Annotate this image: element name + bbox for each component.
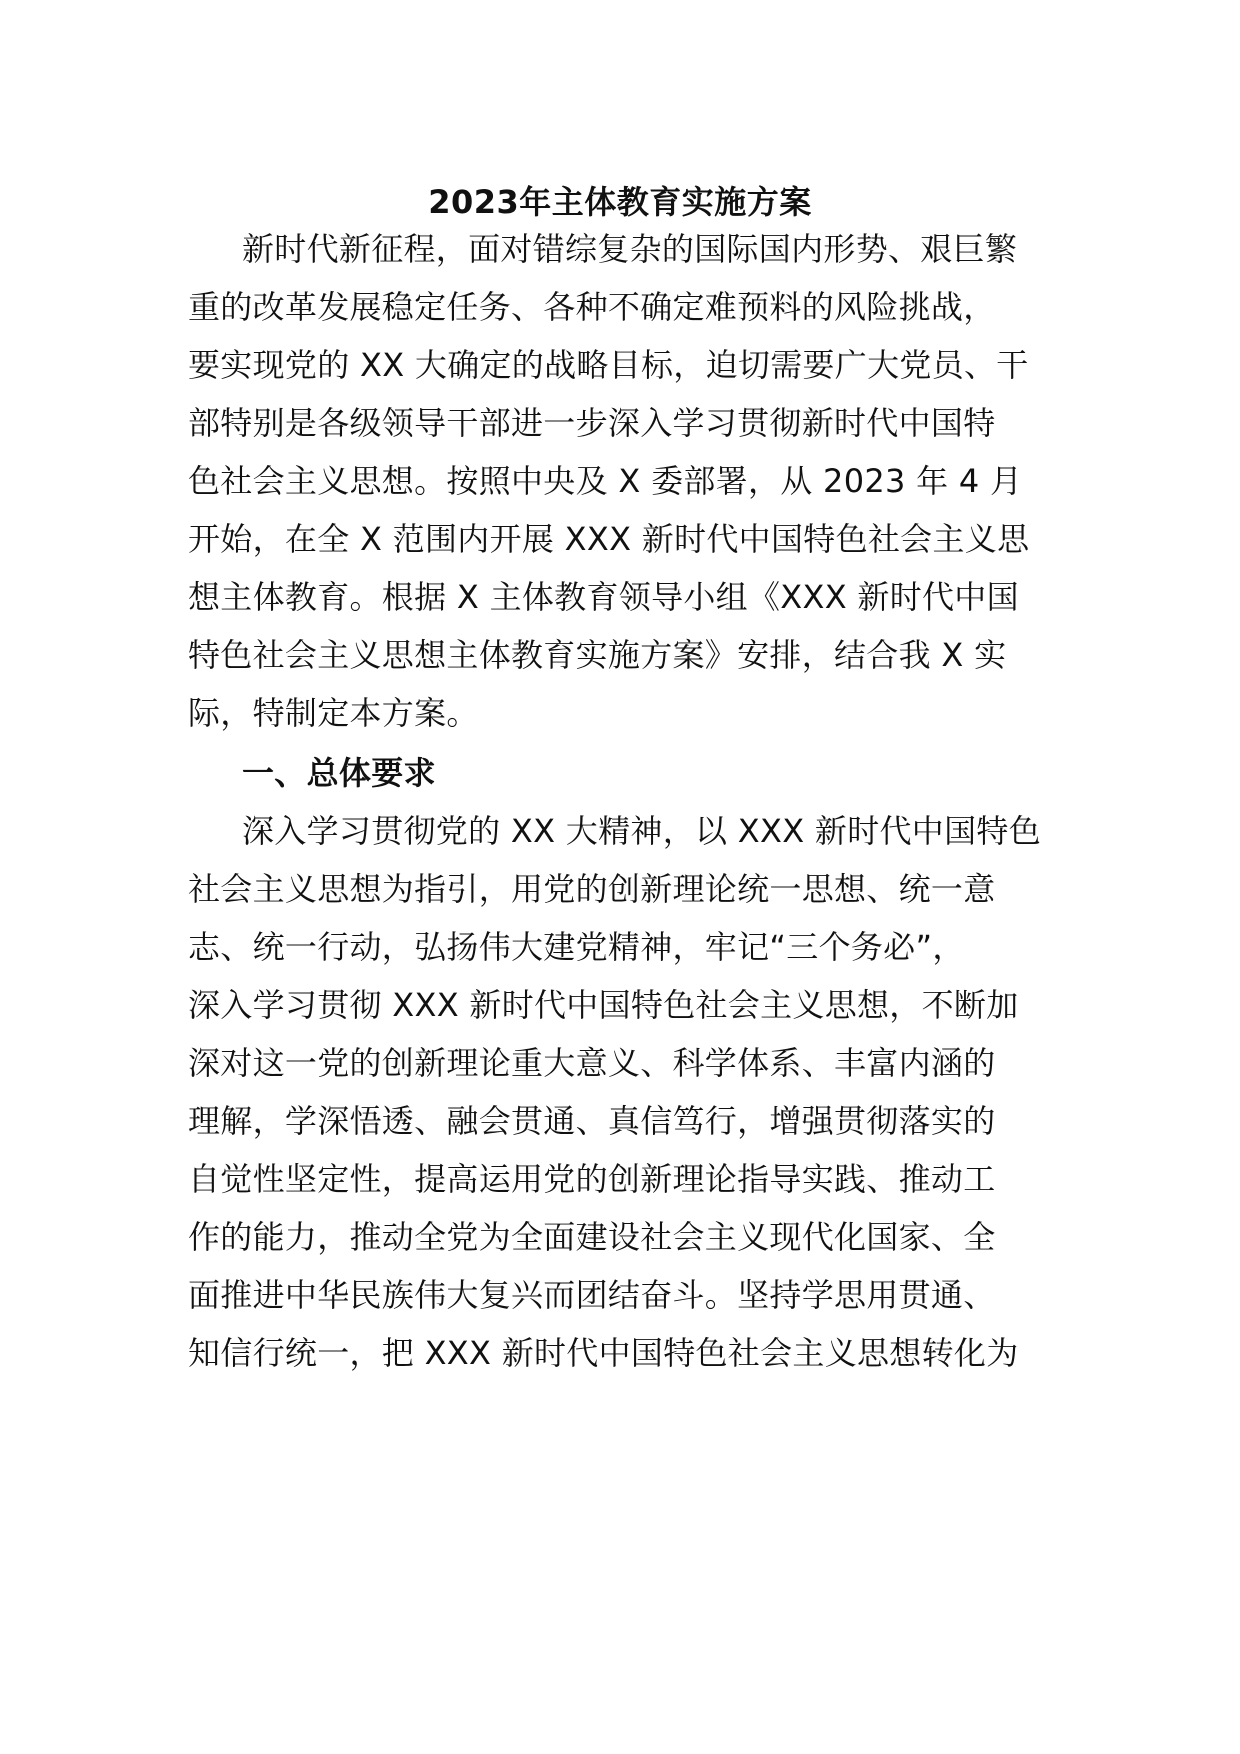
- paragraph-1-line-9: 际，特制定本方案。: [188, 694, 479, 732]
- paragraph-2-line-8: 作的能力，推动全党为全面建设社会主义现代化国家、全: [188, 1218, 996, 1256]
- paragraph-1-line-3: 要实现党的 XX 大确定的战略目标，迫切需要广大党员、干: [188, 346, 1029, 384]
- paragraph-1-line-7: 想主体教育。根据 X 主体教育领导小组《XXX 新时代中国: [188, 578, 1019, 616]
- paragraph-1-line-1: 新时代新征程，面对错综复杂的国际国内形势、艰巨繁: [242, 230, 1018, 268]
- paragraph-1-line-4: 部特别是各级领导干部进一步深入学习贯彻新时代中国特: [188, 404, 996, 442]
- document-title: 2023年主体教育实施方案: [428, 183, 812, 221]
- paragraph-2-line-2: 社会主义思想为指引，用党的创新理论统一思想、统一意: [188, 870, 996, 908]
- paragraph-2-line-10: 知信行统一，把 XXX 新时代中国特色社会主义思想转化为: [188, 1334, 1019, 1372]
- paragraph-1-line-8: 特色社会主义思想主体教育实施方案》安排，结合我 X 实: [188, 636, 1007, 674]
- paragraph-2-line-7: 自觉性坚定性，提高运用党的创新理论指导实践、推动工: [188, 1160, 996, 1198]
- paragraph-2-line-3: 志、统一行动，弘扬伟大建党精神，牢记“三个务必”，: [188, 928, 965, 966]
- paragraph-2-line-1: 深入学习贯彻党的 XX 大精神，以 XXX 新时代中国特色: [242, 812, 1041, 850]
- paragraph-2-line-9: 面推进中华民族伟大复兴而团结奋斗。坚持学思用贯通、: [188, 1276, 996, 1314]
- paragraph-2-line-6: 理解，学深悟透、融会贯通、真信笃行，增强贯彻落实的: [188, 1102, 996, 1140]
- section-heading-1: 一、总体要求: [242, 754, 436, 792]
- paragraph-1-line-5: 色社会主义思想。按照中央及 X 委部署，从 2023 年 4 月: [188, 462, 1023, 500]
- paragraph-2-line-5: 深对这一党的创新理论重大意义、科学体系、丰富内涵的: [188, 1044, 996, 1082]
- paragraph-1-line-2: 重的改革发展稳定任务、各种不确定难预料的风险挑战，: [188, 288, 996, 326]
- paragraph-2-line-4: 深入学习贯彻 XXX 新时代中国特色社会主义思想，不断加: [188, 986, 1019, 1024]
- paragraph-1-line-6: 开始，在全 X 范围内开展 XXX 新时代中国特色社会主义思: [188, 520, 1030, 558]
